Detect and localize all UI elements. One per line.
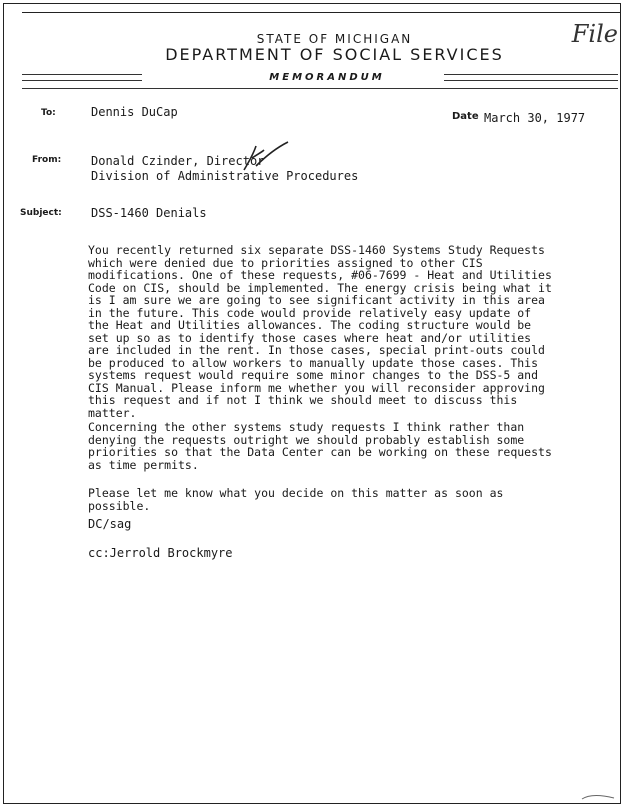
from-label: From: xyxy=(32,155,62,165)
body-paragraph-3: Please let me know what you decide on this matter as soon as possible. xyxy=(88,486,504,513)
to-value: Dennis DuCap xyxy=(91,105,178,119)
body-paragraph-1: You recently returned six separate DSS-1460 Systems Study Requests which were denied due to priorities assigned to other CIS modifications. One of these requests, #06-7699 - Heat and Utilities Code on CIS, should be implemented. The energy crisis being what it is I am sure we are going to see significant activity in this area in the future. This code would provide relatively easy update of the Heat and Utilities allowances. The coding structure would be set up so as to identify those cases where heat and/or utilities are included in the rent. In those cases, special print-outs could be produced to allow workers to manually update those cases. This systems request would require some minor changes to the DSS-5 and CIS Manual. Please inform me whether you will reconsider approving this request and if not I think we should meet to discuss this matter. xyxy=(88,243,552,420)
date-label: Date xyxy=(452,111,479,122)
cc-line: cc:Jerrold Brockmyre xyxy=(88,546,233,560)
typist-initials: DC/sag xyxy=(88,517,132,531)
top-border-line xyxy=(22,12,620,13)
divider-line xyxy=(444,80,618,81)
department-heading: DEPARTMENT OF SOCIAL SERVICES xyxy=(165,45,504,64)
to-label: To: xyxy=(41,108,56,118)
from-division: Division of Administrative Procedures xyxy=(91,169,359,183)
scan-smudge xyxy=(580,793,616,801)
body-paragraph-2: Concerning the other systems study requests I think rather than denying the requests outright we should probably establish some priorities so that the Data Center can be working on these requests as time permits. xyxy=(88,420,552,472)
handwritten-initials-signature xyxy=(242,140,290,174)
subject-label: Subject: xyxy=(20,208,62,218)
from-name: Donald Czinder, Director xyxy=(91,154,265,168)
state-heading: STATE OF MICHIGAN xyxy=(256,32,413,46)
handwritten-file-note: File xyxy=(571,20,618,48)
divider-line xyxy=(22,88,618,89)
memo-page xyxy=(3,3,621,804)
date-value: March 30, 1977 xyxy=(484,111,586,125)
divider-line xyxy=(444,74,618,75)
memorandum-title: MEMORANDUM xyxy=(269,72,385,83)
subject-value: DSS-1460 Denials xyxy=(91,206,207,220)
